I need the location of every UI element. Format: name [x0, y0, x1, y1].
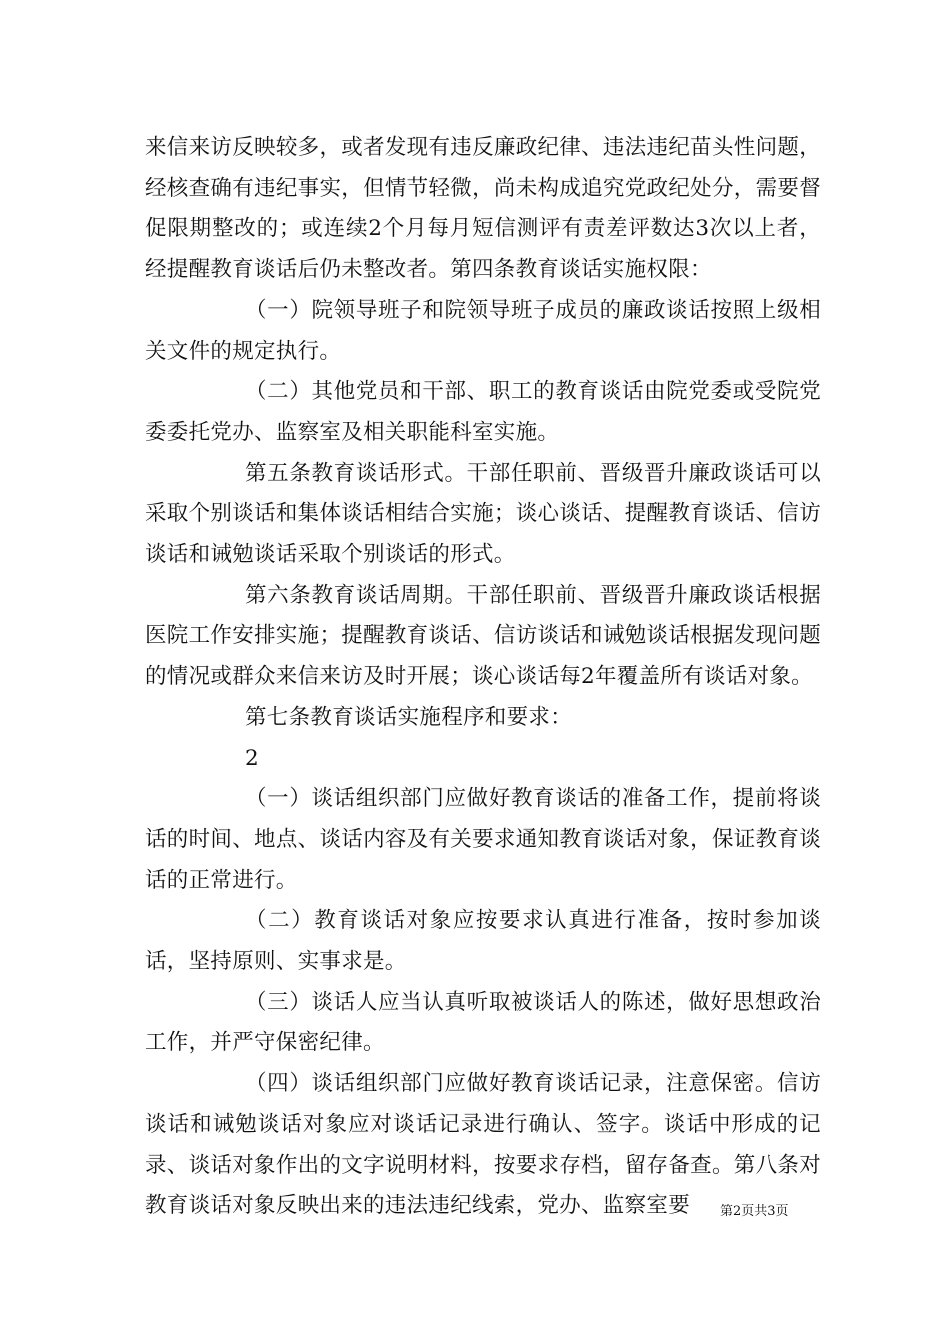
- document-body: [145, 128, 821, 1227]
- paragraph-step-2: （二）教育谈话对象应按要求认真进行准备，按时参加谈话，坚持原则、实事求是。: [145, 908, 821, 975]
- paragraph-continuation: 来信来访反映较多，或者发现有违反廉政纪律、违法违纪苗头性问题，经核查确有违纪事实，但情节轻微，尚未构成追究党政纪处分，需要督促限期整改的；或连续2个月每月短信测评有责差评数达3次以上者，经提醒教育谈话后仍未整改者。第四条教育谈话实施权限：: [145, 135, 821, 283]
- paragraph-step-4: （四）谈话组织部门应做好教育谈话记录，注意保密。信访谈话和诫勉谈话对象应对谈话记录进行确认、签字。谈话中形成的记录、谈话对象作出的文字说明材料，按要求存档，留存备查。第八条对教育谈话对象反映出来的违法违纪线索，党办、监察室要: [145, 1071, 821, 1219]
- paragraph-step-1: （一）谈话组织部门应做好教育谈话的准备工作，提前将谈话的时间、地点、谈话内容及有关要求通知教育谈话对象，保证教育谈话的正常进行。: [145, 786, 821, 893]
- paragraph-article-5: 第五条教育谈话形式。干部任职前、晋级晋升廉政谈话可以采取个别谈话和集体谈话相结合实施；谈心谈话、提醒教育谈话、信访谈话和诫勉谈话采取个别谈话的形式。: [145, 460, 821, 568]
- paragraph-item-1: （一）院领导班子和院领导班子成员的廉政谈话按照上级相关文件的规定执行。: [145, 297, 821, 364]
- paragraph-item-2: （二）其他党员和干部、职工的教育谈话由院党委或受院党委委托党办、监察室及相关职能科室实施。: [145, 379, 821, 445]
- page-footer: 第2页共3页: [720, 1204, 789, 1219]
- paragraph-article-6: 第六条教育谈话周期。干部任职前、晋级晋升廉政谈话根据医院工作安排实施；提醒教育谈话、信访谈话和诫勉谈话根据发现问题的情况或群众来信来访及时开展；谈心谈话每2年覆盖所有谈话对象。: [145, 582, 821, 690]
- paragraph-number: 2: [245, 745, 259, 771]
- paragraph-article-7: 第七条教育谈话实施程序和要求：: [245, 704, 573, 730]
- paragraph-step-3: （三）谈话人应当认真听取被谈话人的陈述，做好思想政治工作，并严守保密纪律。: [145, 989, 821, 1056]
